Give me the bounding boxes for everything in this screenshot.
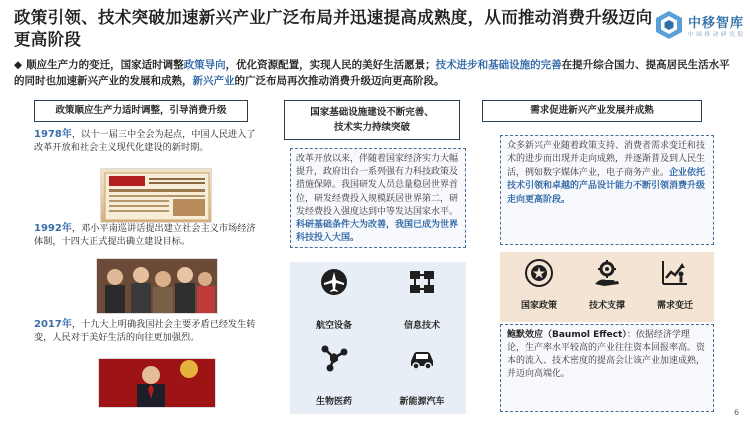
column-header-demand: 需求促进新兴产业发展并成熟: [482, 100, 702, 122]
page-title: 政策引领、技术突破加速新兴产业广泛布局并迅速提高成熟度，从而推动消费升级迈向更高阶段: [14, 8, 653, 49]
description-highlight: 企业依托技术引领和卓越的产品设计能力不断引领消费升级走向更高阶段。: [507, 167, 706, 205]
network-icon: [408, 268, 436, 296]
description-text: 改革开放以来，伴随着国家经济实力大幅提升，政府出台一系列强有力科技政策及措施保障。我国研发人员总量稳居世界首位，研发经费投入规模跃居世界第二，研发经费投入强度达到中等发达国家水平。: [296, 154, 459, 217]
timeline-year: 2017年: [34, 319, 72, 330]
logo: [654, 8, 746, 44]
timeline-text: ，邓小平南巡讲话提出建立社会主义市场经济体制，十四大正式提出确立建设目标。: [34, 223, 256, 247]
logo-subtitle: 中 国 移 动 研 究 院: [688, 32, 744, 38]
driver-demand: [640, 258, 710, 320]
industry-label: 信息技术: [403, 321, 440, 331]
intro-text: 顺应生产力的变迁，国家适时调整: [26, 59, 184, 71]
intro-text: ，优化资源配置，实现人民的美好生活愿景；: [225, 59, 436, 71]
baumol-text: ：依据经济学理论，生产率水平较高的产业往往资本回报率高。资本的流入、技术密度的提高会让该产业加速成熟，并迈向高端化。: [507, 330, 706, 379]
logo-mark-icon: [654, 10, 684, 40]
industry-label: 生物医药: [315, 397, 352, 407]
timeline-item-1978: [34, 128, 256, 154]
header-line: 技术实力持续突破: [333, 122, 410, 133]
infrastructure-description: [290, 148, 466, 248]
intro-highlight: 新兴产业: [192, 75, 235, 87]
industry-label: 新能源汽车: [399, 397, 445, 407]
driver-label: 需求变迁: [656, 301, 693, 311]
timeline-item-1992: [34, 222, 256, 248]
industry-label: 航空设备: [315, 321, 352, 331]
timeline-text: ，十九大上明确我国社会主要矛盾已经发生转变，人民对于美好生活的向往更加强烈。: [34, 319, 256, 343]
car-icon: [408, 344, 436, 372]
intro-text: 在提升综合国力、提高居民生活水平的同时也加速新兴产业的发展和成熟，: [14, 59, 730, 87]
congress-illustration: [99, 359, 216, 408]
intro-paragraph: [14, 57, 740, 89]
drivers-panel: [500, 252, 714, 322]
description-text: 众多新兴产业随着政策支持、消费者需求变迁和技术的进步而出现并走向成熟，并逐渐普及到人民生活，例如数字媒体产业，电子商务产业。: [507, 141, 706, 178]
newspaper-photo: [100, 168, 212, 223]
industry-icons-panel: [290, 262, 466, 414]
aircraft-icon: [320, 268, 348, 296]
industry-aviation: [290, 262, 378, 338]
demand-description: [500, 135, 714, 245]
driver-label: 技术支撑: [588, 301, 625, 311]
intro-text: 的广泛布局再次推动消费升级迈向更高阶段。: [234, 75, 445, 87]
growth-icon: [660, 258, 690, 288]
timeline-item-2017: [34, 318, 256, 344]
timeline-text: ，以十一届三中全会为起点，中国人民进入了改革开放和社会主义现代化建设的新时期。: [34, 129, 256, 153]
baumol-heading: 鲍默效应（Baumol Effect）: [507, 330, 627, 340]
industry-biomedicine: [290, 338, 378, 414]
timeline-year: 1978年: [34, 129, 72, 140]
header-line: 国家基础设施建设不断完善、: [310, 107, 434, 118]
state-emblem-icon: [524, 258, 554, 288]
newspaper-illustration: [101, 169, 212, 223]
page-number: 6: [734, 408, 740, 417]
driver-technology: [572, 258, 642, 320]
baumol-effect-note: [500, 324, 714, 412]
gear-hand-icon: [592, 258, 622, 288]
column-header-infrastructure: [284, 100, 460, 140]
bullet-diamond-icon: ◆: [14, 59, 23, 71]
industry-nev: [378, 338, 466, 414]
intro-highlight: 技术进步和基础设施的完善: [435, 59, 562, 71]
timeline-year: 1992年: [34, 223, 72, 234]
logo-name: 中移智库: [688, 16, 745, 31]
column-header-policy: 政策顺应生产力适时调整，引导消费升级: [34, 100, 248, 122]
driver-policy: [504, 258, 574, 320]
description-highlight: 科研基础条件大为改善，我国已成为世界科技投入大国。: [296, 220, 459, 244]
intro-highlight: 政策导向: [183, 59, 226, 71]
crowd-photo: [96, 258, 218, 314]
leader-photo: [98, 358, 216, 408]
crowd-illustration: [97, 259, 218, 314]
industry-it: [378, 262, 466, 338]
driver-label: 国家政策: [520, 301, 557, 311]
molecule-icon: [320, 344, 348, 372]
